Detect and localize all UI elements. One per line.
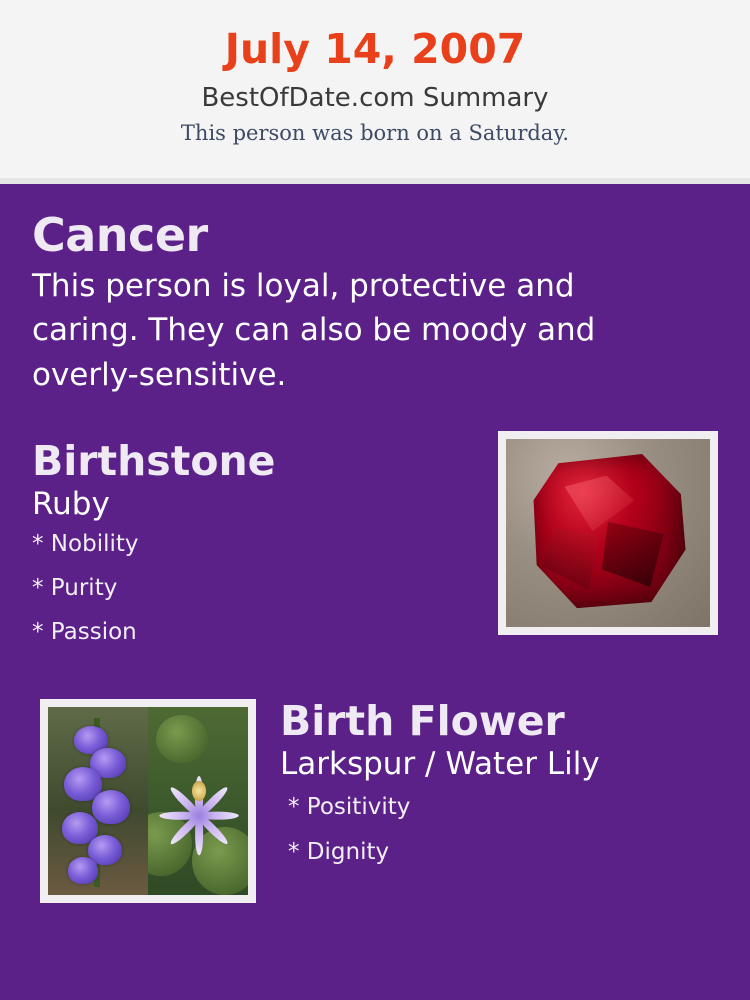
larkspur-photo <box>48 707 148 895</box>
lily-bloom <box>170 748 228 831</box>
birthflower-name: Larkspur / Water Lily <box>280 746 600 783</box>
water-lily-photo <box>148 707 248 895</box>
larkspur-bloom <box>92 790 130 824</box>
site-summary-label: BestOfDate.com Summary <box>201 83 549 114</box>
zodiac-description: This person is loyal, protective and caring. They can also be moody and overly-sensitive. <box>32 268 596 393</box>
ruby-facet <box>543 528 599 590</box>
page-title: July 14, 2007 <box>224 25 526 73</box>
birthstone-section <box>32 436 718 669</box>
ruby-facet <box>565 476 635 531</box>
larkspur-water-lily-photo <box>48 707 248 895</box>
card-body <box>0 184 750 919</box>
larkspur-bloom <box>68 857 98 883</box>
birthstone-image-frame <box>498 431 718 635</box>
list-item: * Dignity <box>288 839 390 866</box>
birthflower-text <box>280 696 718 866</box>
birthstone-name: Ruby <box>32 486 110 523</box>
ruby-facet <box>602 522 664 590</box>
ruby-gemstone-photo <box>506 439 710 627</box>
birthflower-image-frame <box>40 699 256 903</box>
lily-center <box>192 781 206 801</box>
list-item: * Positivity <box>288 794 411 821</box>
zodiac-section <box>32 208 718 397</box>
list-item: * Purity <box>32 575 118 602</box>
birthstone-traits <box>32 533 462 644</box>
list-item: * Nobility <box>32 531 139 558</box>
birthflower-traits <box>288 796 718 864</box>
card-header <box>0 0 750 178</box>
birth-weekday-note: This person was born on a Saturday. <box>180 121 570 146</box>
list-item: * Passion <box>32 619 137 646</box>
birthstone-title: Birthstone <box>32 436 276 485</box>
zodiac-sign-name: Cancer <box>32 208 208 262</box>
birthstone-text <box>32 436 462 646</box>
birthflower-section <box>32 696 718 919</box>
birthflower-title: Birth Flower <box>280 696 565 745</box>
